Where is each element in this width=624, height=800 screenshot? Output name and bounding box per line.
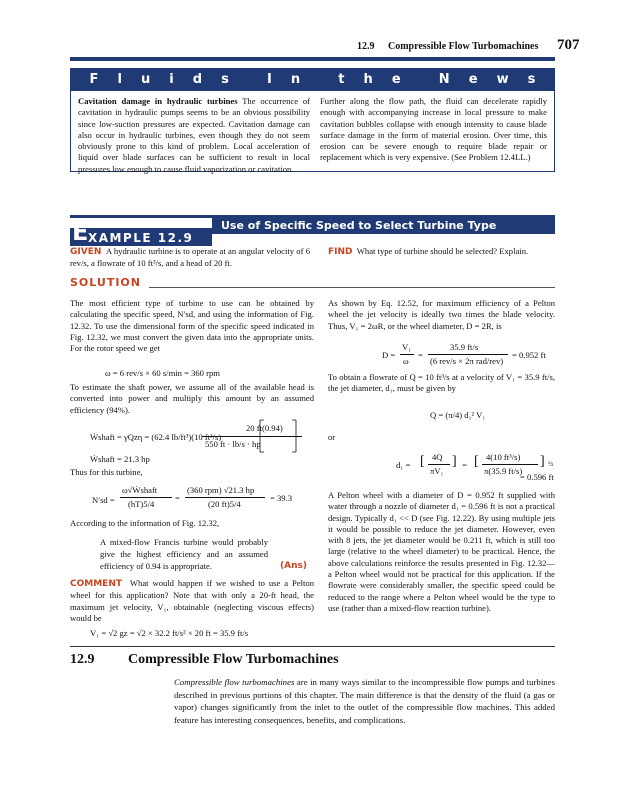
D-lhs: D = (382, 350, 396, 360)
bracket-open: [ (474, 454, 479, 469)
equals-sign: = (418, 350, 423, 360)
given-text: A hydraulic turbine is to operate at an angular velocity of 6 rev/s, a flowrate of 10 ft³/s, and a head of 20 ft. (70, 246, 310, 269)
equation-D-result: = 0.952 ft (512, 350, 546, 360)
equation-v1: V₁ = √2 gz = √2 × 32.2 ft/s² × 20 ft = 35.9 ft/s (90, 628, 249, 638)
banner-letter: t (338, 71, 345, 87)
fitn-left-column (78, 96, 310, 175)
equation-d1-result: = 0.596 ft (520, 472, 554, 482)
page-number: 707 (557, 37, 580, 53)
fraction-bar (120, 497, 172, 498)
equation-wshaft-lhs: Ẇshaft = γQzη = (62.4 lb/ft³)(10 ft³/s) (90, 432, 222, 442)
banner-letter: u (140, 71, 151, 87)
equation-ns-result: = 39.3 (270, 493, 293, 503)
equation-D-num1: V₁ (402, 342, 412, 352)
example-label: XAMPLE 12.9 (88, 231, 194, 245)
comment-text: What would happen if we wished to use a Pelton wheel for this application? Note that with only a 20-ft head, the maximum jet velocity, V₁, obtainable (neglecting viscous effects) would be (70, 578, 315, 623)
banner-letter: F (89, 71, 99, 87)
section-intro-text: are in many ways similar to the incompressible flow pumps and turbines described in previous portions of this chapter. The main difference is that the density of the fluid (a gas or vapor) changes significantly from the inlet to the outlet of the compressible flow machines. This added feature has interesting consequences, benefits, and complications. (174, 677, 555, 725)
fraction-bar (482, 464, 538, 465)
equation-D-den1: ω (403, 356, 409, 366)
banner-letter: N (438, 71, 450, 87)
solution-heading: SOLUTION (70, 276, 141, 289)
find-block (328, 246, 555, 258)
given-keyword: GIVEN (70, 247, 102, 257)
exponent-half: ½ (548, 460, 554, 468)
fitn-left-title: Cavitation damage in hydraulic turbines (78, 96, 238, 106)
equation-wshaft-den: 550 ft · lb/s · hp (205, 439, 261, 449)
equation-d1-den2: π(35.9 ft/s) (484, 466, 523, 476)
equation-ns-lhs: N′sd = (92, 495, 115, 505)
header-rule (70, 57, 555, 61)
section-intro (174, 676, 555, 726)
solution-right-paragraph-3: A Pelton wheel with a diameter of D = 0.952 ft supplied with water through a nozzle of diameter d₁ = 0.596 ft is not a practical design. Typically d₁ << D (see Fig. 12.22). By using multiple jets it would be possible to reduce the jet diameter. However, even with 8 jets, the jet diameter would be 0.211 ft, which is still too large (relative to the wheel diameter) to be practical. Hence, the above calculations reinforce the results presented in Fig. 12.32—a Pelton wheel would not be practical for this application. If the flowrate were considerably smaller, the specific speed could be reduced to the range where a Pelton wheel would be the type to use (rather than a mixed-flow reaction turbine). (328, 490, 555, 613)
equation-D-den2: (6 rev/s × 2π rad/rev) (430, 356, 504, 366)
equation-omega: ω = 6 rev/s × 60 s/min = 360 rpm (105, 368, 220, 378)
solution-right-paragraph-2: To obtain a flowrate of Q = 10 ft³/s at a velocity of V₁ = 35.9 ft/s, the jet diameter, d₁, must be given by (328, 372, 555, 394)
answer-marker: (Ans) (280, 561, 307, 571)
running-header-title: Compressible Flow Turbomachines (388, 41, 539, 52)
banner-letter: I (267, 71, 272, 87)
fraction-bar (185, 497, 265, 498)
fitn-right-text: Further along the flow path, the fluid can decelerate rapidly enough with accompanying increase in local pressure to make cavitation bubbles collapse with enough intensity to cause blade surface damage in the form of material erosion. Over time, this erosion can be severe enough to require blade repair or replacement which is very expensive. (See Problem 12.4LL.) (320, 96, 547, 163)
section-number: 12.9 (70, 652, 95, 667)
fraction-bar (202, 436, 302, 437)
equals-sign: = (462, 460, 467, 470)
fitn-left-text: The occurrence of cavitation in hydraulic pumps seems to be an obvious possibility since low-suction pressures are expected. Cavitation damage can also occur in hydraulic turbines, even though they do not seem obviously prone to this kind of problem. Local acceleration of liquid over blade surfaces can be sufficient to result in local pressures low enough to cause fluid vaporization or cavitation. (78, 96, 310, 174)
equation-ns-frac2-den: (20 ft)5/4 (208, 499, 241, 509)
example-initial-letter: E (72, 218, 89, 246)
find-keyword: FIND (328, 247, 353, 257)
bracket-open: [ (420, 454, 425, 469)
equation-ns-frac1-den: (hT)5/4 (128, 499, 155, 509)
fluids-in-the-news-banner (70, 68, 555, 90)
equation-wshaft-result: Ẇshaft = 21.3 hp (90, 454, 150, 464)
equation-wshaft-num: 20 ft(0.94) (246, 423, 283, 433)
equation-D-num2: 35.9 ft/s (450, 342, 479, 352)
equation-ns-frac2-num: (360 rpm) √21.3 hp (187, 485, 255, 495)
fitn-right-column (320, 96, 547, 164)
comment-block (70, 578, 314, 624)
banner-letter: s (527, 71, 536, 87)
d1-lhs: d₁ = (396, 460, 411, 470)
banner-letter: w (496, 71, 509, 87)
fraction-bar (428, 354, 508, 355)
equation-d1-num2: 4(10 ft³/s) (486, 452, 521, 462)
banner-letter: l (117, 71, 122, 87)
banner-letter: i (169, 71, 174, 87)
fraction-bar (400, 354, 414, 355)
equation-d1-den1: πV₁ (430, 466, 444, 476)
bracket-close: ] (540, 454, 545, 469)
given-block (70, 246, 310, 270)
section-intro-emphasis: Compressible flow turbomachines (174, 677, 295, 687)
solution-paragraph-4: According to the information of Fig. 12.32, (70, 518, 220, 528)
solution-conclusion: A mixed-flow Francis turbine would probably give the highest efficiency and an assumed efficiency of 0.94 is appropriate. (100, 537, 268, 572)
find-text: What type of turbine should be selected? Explain. (356, 246, 529, 256)
example-title: Use of Specific Speed to Select Turbine Type (221, 219, 497, 232)
fraction-bar (428, 464, 450, 465)
or-word: or (328, 432, 336, 442)
solution-rule (149, 287, 555, 288)
comment-keyword: COMMENT (70, 579, 122, 589)
equals-sign: = (175, 493, 180, 503)
bracket-close: ] (452, 454, 457, 469)
solution-paragraph-3: Thus for this turbine, (70, 467, 143, 477)
solution-right-paragraph-1: As shown by Eq. 12.52, for maximum efficiency of a Pelton wheel the jet velocity is ideally two times the blade velocity. Thus, V₁ = 2ωR, or the wheel diameter, D = 2R, is (328, 298, 555, 331)
running-header-section: 12.9 (357, 41, 375, 52)
solution-paragraph-2: To estimate the shaft power, we assume all of the available head is converted into power and multiply this amount by an assumed efficiency (94%). (70, 382, 314, 415)
equation-ns-frac1-num: ω√Ẇshaft (122, 485, 158, 495)
equation-d1-num1: 4Q (432, 452, 443, 462)
section-title: Compressible Flow Turbomachines (128, 652, 339, 667)
section-rule (70, 646, 555, 647)
solution-paragraph-1: The most efficient type of turbine to use can be obtained by calculating the specific speed, N′sd, and using the information of Fig. 12.32. To use the dimensional form of the specific speed indicated in Fig. 12.32, we must convert the given data into the appropriate units. For the rotor speed we get (70, 298, 314, 354)
banner-letter: s (221, 71, 229, 87)
banner-letter: h (363, 71, 373, 87)
banner-letter: e (391, 71, 401, 87)
banner-letter: n (290, 71, 301, 87)
banner-letter: e (468, 71, 478, 87)
equation-Q: Q = (π/4) d₁² V₁ (430, 410, 486, 420)
banner-letter: d (192, 71, 203, 87)
